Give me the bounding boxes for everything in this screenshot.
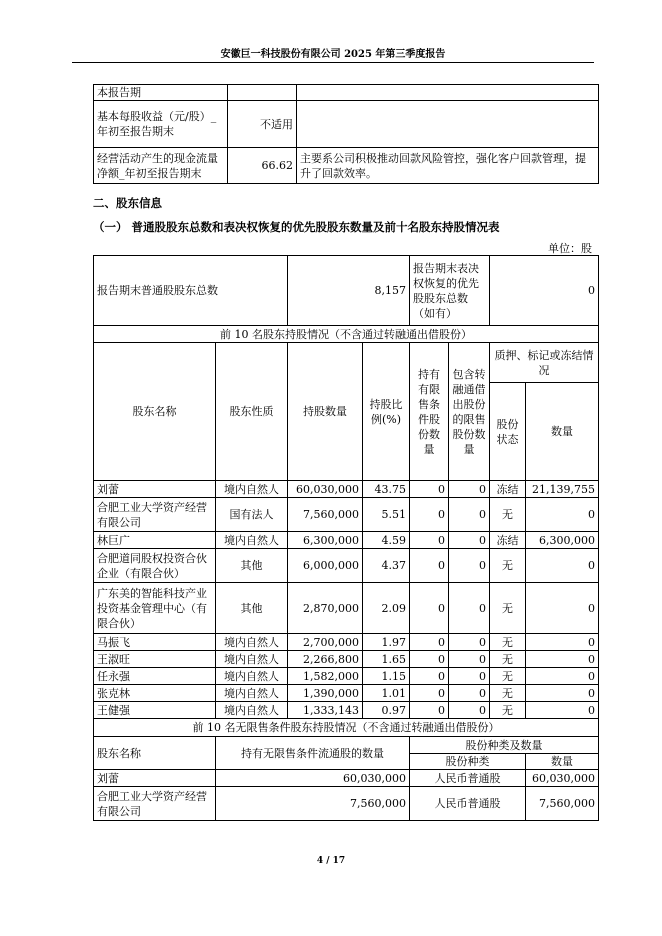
- cell-name: 林巨广: [94, 532, 216, 549]
- cell-qty: 0: [526, 685, 599, 702]
- cell-ratio: 4.59: [363, 532, 410, 549]
- table-row: [94, 498, 599, 532]
- cell-nature: 境内自然人: [216, 634, 288, 651]
- col-header: 数量: [526, 754, 599, 770]
- cell-shares: 2,700,000: [288, 634, 363, 651]
- row-label: 本报告期: [94, 85, 228, 101]
- top-table: [93, 84, 599, 184]
- cell-shares: 1,390,000: [288, 685, 363, 702]
- cell-restricted: 0: [410, 498, 449, 532]
- table-row: [94, 668, 599, 685]
- cell-lent: 0: [449, 532, 490, 549]
- cell-name: 王健强: [94, 702, 216, 719]
- cell-ratio: 2.09: [363, 583, 410, 634]
- pref-holders-label: 报告期末表决权恢复的优先股股东总数（如有）: [410, 256, 490, 326]
- cell-ratio: 0.97: [363, 702, 410, 719]
- page-number: 4 / 17: [316, 856, 346, 866]
- cell-name: 张克林: [94, 685, 216, 702]
- cell-nature: 其他: [216, 549, 288, 583]
- cell-lent: 0: [449, 481, 490, 498]
- cell-status: 无: [490, 634, 526, 651]
- cell-restricted: 0: [410, 651, 449, 668]
- cell-name: 马振飞: [94, 634, 216, 651]
- cell-status: 无: [490, 498, 526, 532]
- col-header: 持有无限售条件流通股的数量: [216, 737, 410, 770]
- cell-lent: 0: [449, 634, 490, 651]
- header-rule: [72, 62, 594, 63]
- table-row: [94, 702, 599, 719]
- cell-status: 无: [490, 583, 526, 634]
- cell-lent: 0: [449, 668, 490, 685]
- cell-shares: 1,333,143: [288, 702, 363, 719]
- cell-name: 合肥工业大学资产经营有限公司: [94, 498, 216, 532]
- cell-restricted: 0: [410, 702, 449, 719]
- cell-status: 无: [490, 668, 526, 685]
- cell-ratio: 1.01: [363, 685, 410, 702]
- cell-qty: 0: [526, 549, 599, 583]
- col-header: 数量: [526, 383, 599, 481]
- total-holders-value: 8,157: [288, 256, 410, 326]
- row-label: 经营活动产生的现金流量净额_年初至报告期末: [94, 148, 228, 184]
- row-value: 不适用: [228, 101, 297, 148]
- col-header: 持股比例(%): [363, 343, 410, 481]
- table-row: [94, 685, 599, 702]
- cell-nature: 境内自然人: [216, 481, 288, 498]
- cell-name: 刘蕾: [94, 770, 216, 787]
- pref-holders-value: 0: [490, 256, 599, 326]
- cell-nature: 境内自然人: [216, 685, 288, 702]
- cell-shares: 1,582,000: [288, 668, 363, 685]
- cell-name: 王淑旺: [94, 651, 216, 668]
- cell-ratio: 1.15: [363, 668, 410, 685]
- cell-restricted: 0: [410, 634, 449, 651]
- table-row: [94, 770, 599, 787]
- cell-kind: 人民币普通股: [410, 787, 526, 821]
- cell-nature: 其他: [216, 583, 288, 634]
- col-header: 持股数量: [288, 343, 363, 481]
- col-header: 股份状态: [490, 383, 526, 481]
- table-row: [94, 532, 599, 549]
- cell-status: 无: [490, 651, 526, 668]
- cell-kind_qty: 60,030,000: [526, 770, 599, 787]
- cell-kind: 人民币普通股: [410, 770, 526, 787]
- cell-qty: 7,560,000: [216, 787, 410, 821]
- cell-status: 冻结: [490, 481, 526, 498]
- col-header: 持有有限售条件股份数量: [410, 343, 449, 481]
- unrestricted-title: 前 10 名无限售条件股东持股情况（不含通过转融通出借股份）: [94, 719, 599, 737]
- col-header: 股东性质: [216, 343, 288, 481]
- cell-status: 冻结: [490, 532, 526, 549]
- total-holders-label: 报告期末普通股股东总数: [94, 256, 288, 326]
- page-header: 安徽巨一科技股份有限公司 2025 年第三季度报告: [220, 49, 446, 60]
- row-value: 66.62: [228, 148, 297, 184]
- cell-lent: 0: [449, 583, 490, 634]
- cell-restricted: 0: [410, 668, 449, 685]
- cell-name: 任永强: [94, 668, 216, 685]
- cell-name: 合肥道同股权投资合伙企业（有限合伙）: [94, 549, 216, 583]
- cell-restricted: 0: [410, 549, 449, 583]
- col-header: 股东名称: [94, 343, 216, 481]
- top10-title: 前 10 名股东持股情况（不含通过转融通出借股份）: [94, 326, 599, 343]
- cell-qty: 0: [526, 583, 599, 634]
- cell-ratio: 4.37: [363, 549, 410, 583]
- cell-lent: 0: [449, 685, 490, 702]
- cell-nature: 境内自然人: [216, 532, 288, 549]
- cell-shares: 60,030,000: [288, 481, 363, 498]
- cell-shares: 6,300,000: [288, 532, 363, 549]
- cell-qty: 60,030,000: [216, 770, 410, 787]
- cell-qty: 0: [526, 651, 599, 668]
- cell-name: 刘蕾: [94, 481, 216, 498]
- row-label: 基本每股收益（元/股）_年初至报告期末: [94, 101, 228, 148]
- cell-qty: 0: [526, 702, 599, 719]
- col-header: 股份种类及数量: [410, 737, 599, 754]
- table-row: [94, 583, 599, 634]
- table-row: [94, 787, 599, 821]
- cell-status: 无: [490, 685, 526, 702]
- unit-label: 单位：股: [548, 242, 592, 255]
- cell-qty: 0: [526, 668, 599, 685]
- cell-lent: 0: [449, 651, 490, 668]
- cell-restricted: 0: [410, 685, 449, 702]
- table-row: [94, 651, 599, 668]
- cell-qty: 6,300,000: [526, 532, 599, 549]
- cell-restricted: 0: [410, 532, 449, 549]
- cell-ratio: 5.51: [363, 498, 410, 532]
- cell-nature: 境内自然人: [216, 651, 288, 668]
- cell-nature: 境内自然人: [216, 702, 288, 719]
- cell-lent: 0: [449, 549, 490, 583]
- col-header: 股东名称: [94, 737, 216, 770]
- cell-name: 合肥工业大学资产经营有限公司: [94, 787, 216, 821]
- cell-ratio: 1.65: [363, 651, 410, 668]
- col-header: 质押、标记或冻结情况: [490, 343, 599, 383]
- cell-shares: 7,560,000: [288, 498, 363, 532]
- shareholder-table: [93, 255, 599, 821]
- table-row: [94, 634, 599, 651]
- row-note: 主要系公司积极推动回款风险管控，强化客户回款管理，提升了回款效率。: [297, 148, 599, 184]
- table-row: [94, 549, 599, 583]
- cell-ratio: 43.75: [363, 481, 410, 498]
- cell-ratio: 1.97: [363, 634, 410, 651]
- cell-name: 广东美的智能科技产业投资基金管理中心（有限合伙）: [94, 583, 216, 634]
- cell-lent: 0: [449, 702, 490, 719]
- cell-restricted: 0: [410, 481, 449, 498]
- cell-qty: 0: [526, 498, 599, 532]
- cell-nature: 国有法人: [216, 498, 288, 532]
- table-row: [94, 481, 599, 498]
- cell-shares: 2,266,800: [288, 651, 363, 668]
- col-header: 包含转融通借出股份的限售股份数量: [449, 343, 490, 481]
- cell-nature: 境内自然人: [216, 668, 288, 685]
- cell-status: 无: [490, 549, 526, 583]
- cell-qty: 0: [526, 634, 599, 651]
- cell-shares: 6,000,000: [288, 549, 363, 583]
- section-subtitle: （一） 普通股股东总数和表决权恢复的优先股股东数量及前十名股东持股情况表: [93, 220, 500, 234]
- cell-shares: 2,870,000: [288, 583, 363, 634]
- cell-status: 无: [490, 702, 526, 719]
- cell-kind_qty: 7,560,000: [526, 787, 599, 821]
- cell-qty: 21,139,755: [526, 481, 599, 498]
- col-header: 股份种类: [410, 754, 526, 770]
- cell-restricted: 0: [410, 583, 449, 634]
- section-title: 二、股东信息: [93, 196, 162, 210]
- cell-lent: 0: [449, 498, 490, 532]
